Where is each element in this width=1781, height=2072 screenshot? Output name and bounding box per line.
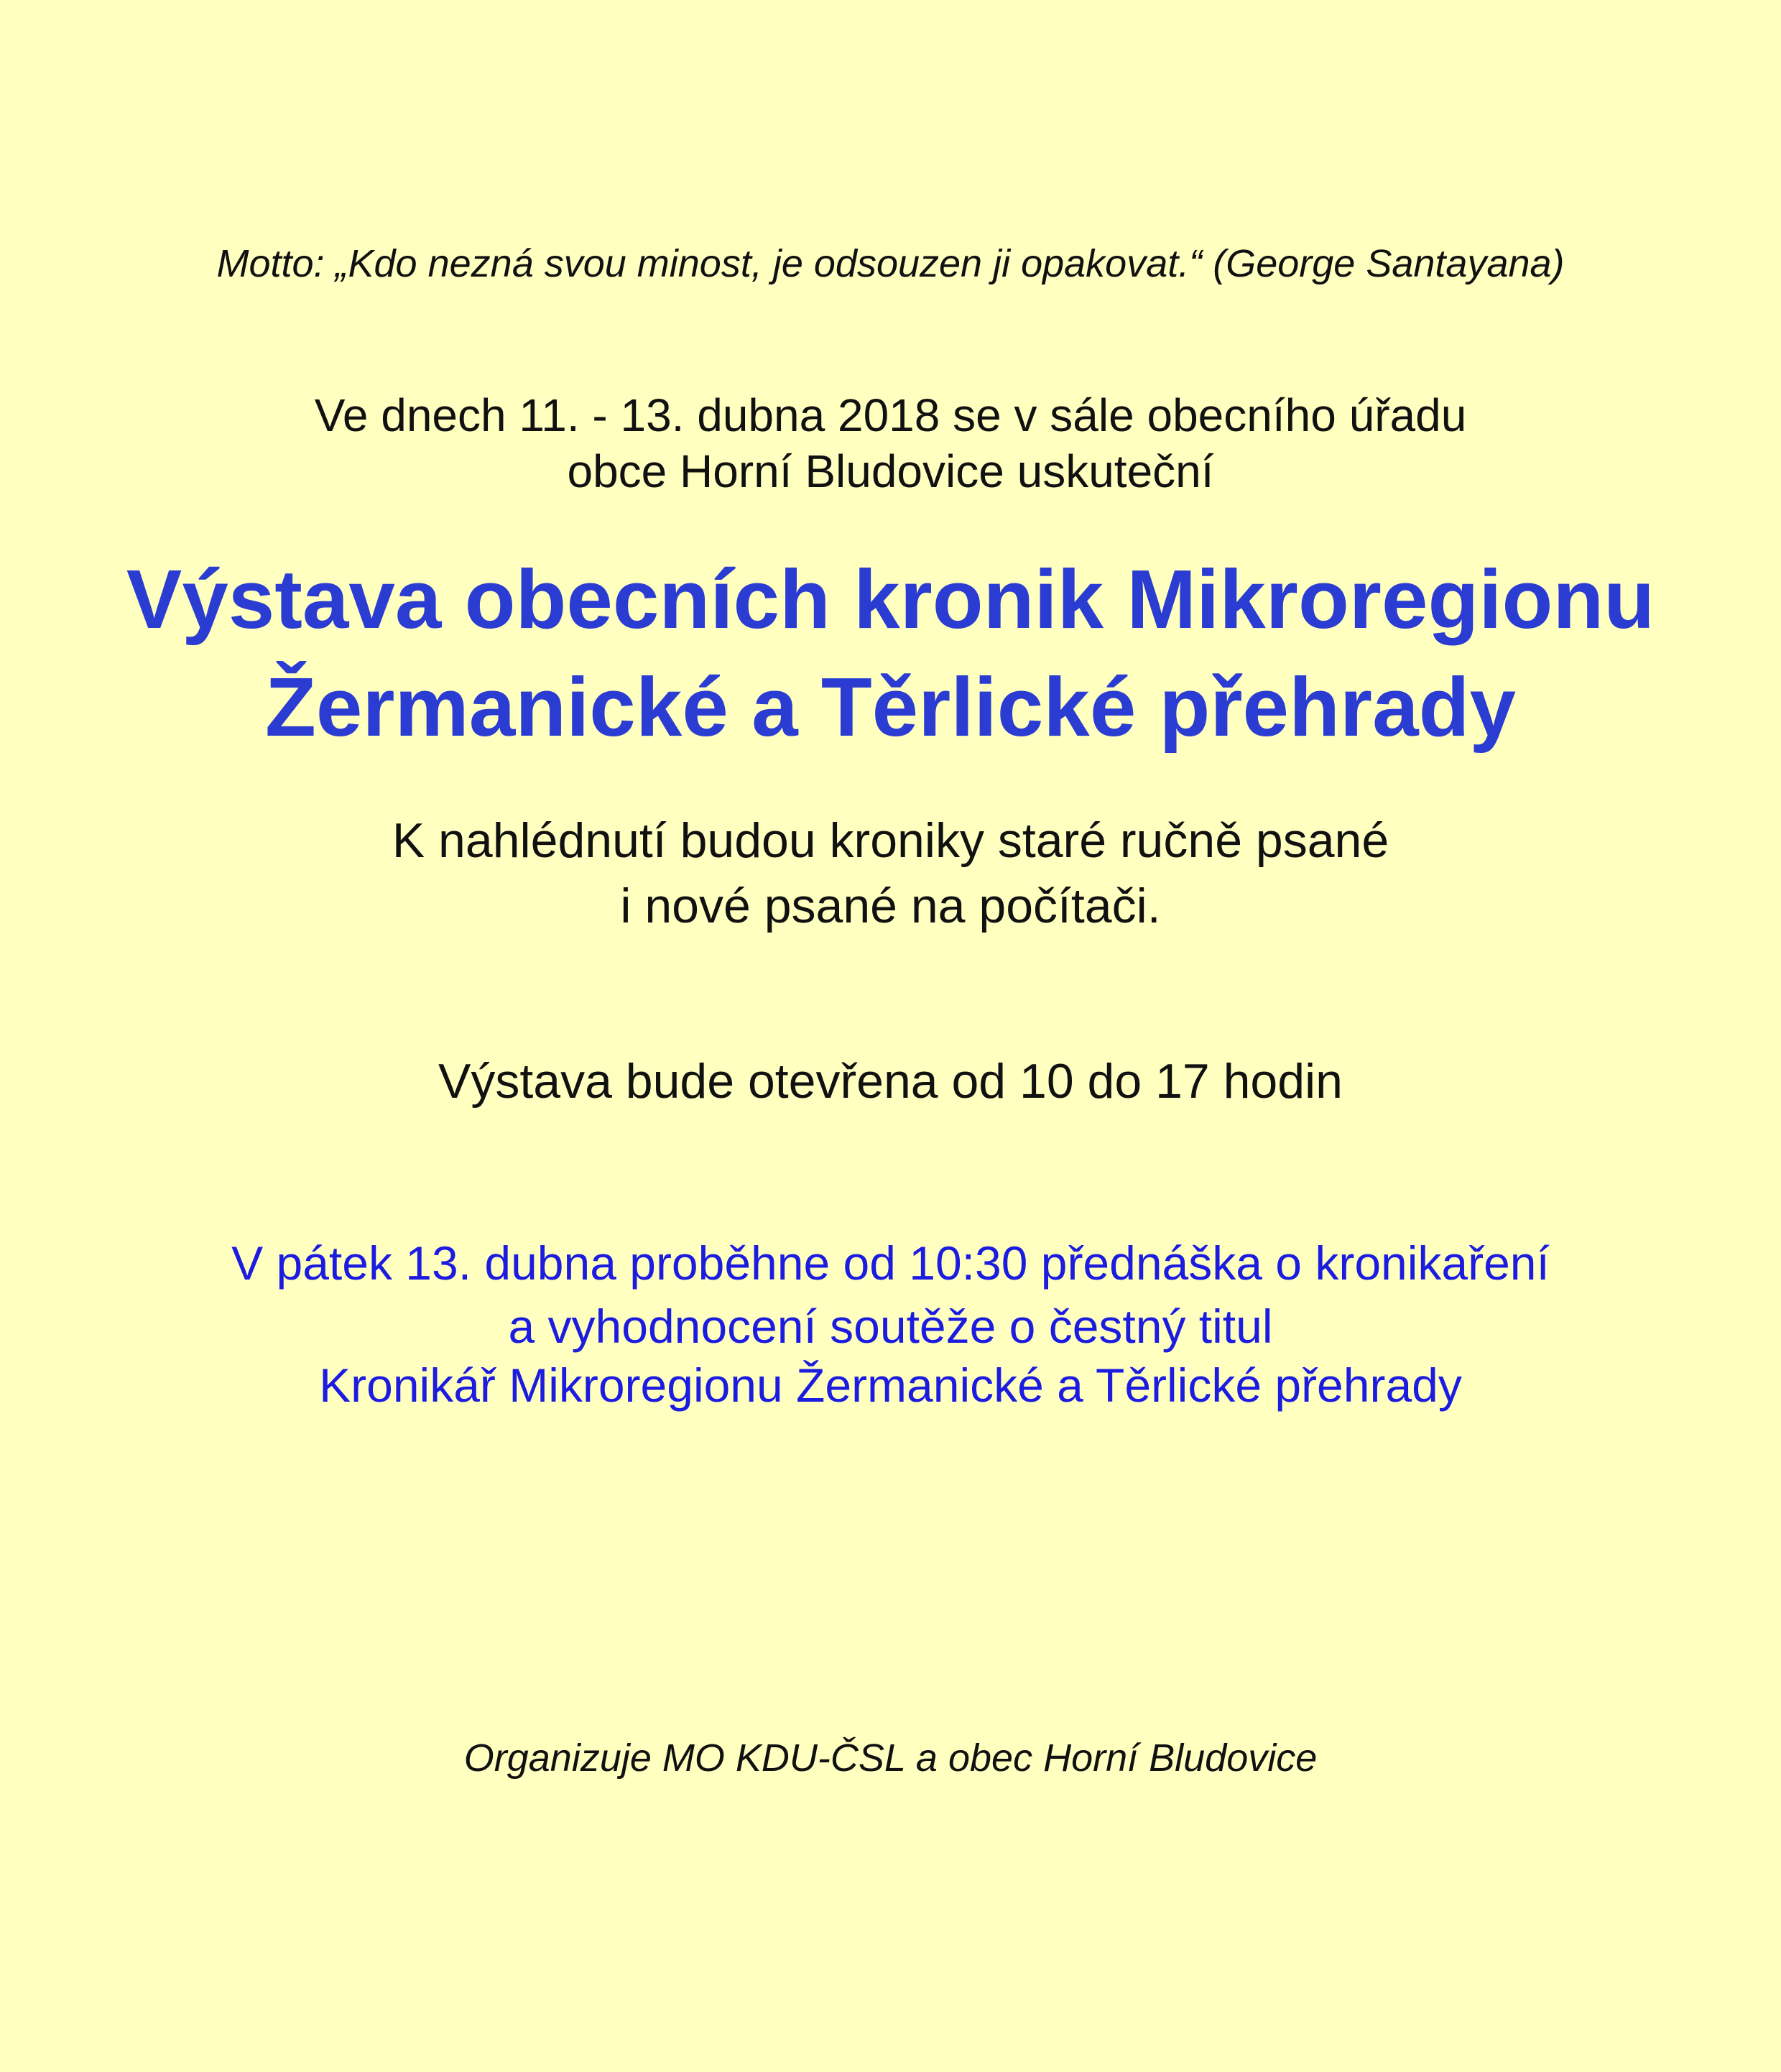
lecture-line-3: Kronikář Mikroregionu Žermanické a Těrlické přehrady: [319, 1359, 1462, 1412]
opening-hours: Výstava bude otevřena od 10 do 17 hodin: [438, 1054, 1343, 1109]
motto: Motto: „Kdo nezná svou minost, je odsouzen ji opakovat.“ (George Santayana): [216, 242, 1565, 285]
event-title-line-2: Žermanické a Těrlické přehrady: [265, 660, 1516, 754]
lecture-line-1: V pátek 13. dubna proběhne od 10:30 přednáška o kronikaření: [231, 1236, 1550, 1290]
description-line-1: K nahlédnutí budou kroniky staré ručně psané: [392, 813, 1389, 868]
organizer: Organizuje MO KDU-ČSL a obec Horní Bludovice: [463, 1736, 1318, 1780]
intro-line-2: obce Horní Bludovice uskuteční: [567, 445, 1214, 497]
event-title-line-1: Výstava obecních kronik Mikroregionu: [126, 552, 1655, 646]
intro-line-1: Ve dnech 11. - 13. dubna 2018 se v sále obecního úřadu: [314, 389, 1467, 441]
description-line-2: i nové psané na počítači.: [620, 879, 1161, 933]
lecture-line-2: a vyhodnocení soutěže o čestný titul: [508, 1300, 1273, 1353]
